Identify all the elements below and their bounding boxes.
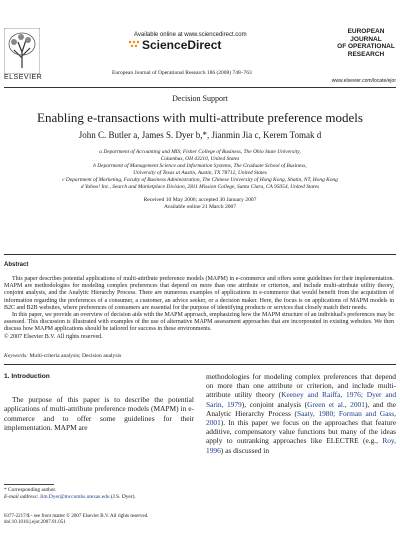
- abstract-paragraph: In this paper, we provide an overview of decision aids with the MAPM approach, emphasizing how the MAPM structure of an individual's preferences may be assessed. This discussion is illustrated with examples of the use of alternative MAPM assessment approaches that are incorporated in existing websites. We then discuss how MAPM applications should be tailored for success in these environments.: [4, 312, 394, 333]
- keywords-text: Multi-criteria analysis; Decision analysis: [29, 353, 122, 359]
- footnote-rule: [4, 484, 54, 485]
- journal-title-line: OF OPERATIONAL: [337, 43, 395, 50]
- author-list: John C. Butler a, James S. Dyer b,*, Jianmin Jia c, Kerem Tomak d: [78, 130, 322, 140]
- body-column-left: [4, 372, 194, 432]
- footnote: [4, 487, 194, 501]
- article-title: Enabling e-transactions with multi-attribute preference models: [37, 110, 363, 125]
- abstract-bottom-rule: [4, 364, 396, 365]
- corresponding-author-note: * Corresponding author.: [4, 487, 57, 493]
- affiliation: Columbus, OH 43210, United States: [160, 156, 240, 162]
- keywords-label: Keywords:: [4, 353, 29, 359]
- email-label: E-mail address:: [4, 494, 39, 500]
- body-text: ), and the Analytic Hierarchy Process (: [206, 399, 396, 418]
- available-date: Available online 21 March 2007: [163, 204, 237, 210]
- body-text: ) as discussed in: [220, 445, 270, 455]
- sciencedirect-dots-icon: [128, 40, 140, 50]
- abstract-heading: Abstract: [4, 262, 29, 268]
- elsevier-tree-logo: [4, 28, 40, 74]
- affiliation: b Department of Management Science and Information Systems, The Graduate School of Business,: [93, 163, 307, 169]
- affiliation: d Yahoo! Inc., Search and Marketplace Division, 2811 Mission College, Santa Clara, CA 95054, United States: [80, 184, 320, 190]
- abstract-body: [4, 276, 394, 341]
- keywords: [4, 353, 121, 359]
- body-text: ). In this paper we focus on the approaches that feature additive, compensatory value functions but many of the ideas apply to outranking approaches like ELECTRE (e.g.,: [206, 418, 396, 446]
- citation-link[interactable]: Keeney and Raiffa, 1976; Dyer and Sarin, 1979: [206, 390, 397, 409]
- issn-line: 0377-2217/$ - see front matter © 2007 Elsevier B.V. All rights reserved.: [4, 514, 149, 519]
- abstract-top-rule: [4, 254, 396, 255]
- journal-url[interactable]: www.elsevier.com/locate/ejor: [331, 78, 396, 84]
- publisher-name: ELSEVIER: [4, 74, 43, 81]
- journal-title-line: RESEARCH: [347, 50, 385, 58]
- body-paragraph: [206, 372, 396, 455]
- citation-link[interactable]: Saaty, 1980; Forman and Gass, 2001: [206, 408, 396, 428]
- journal-title-block: [336, 28, 396, 58]
- affiliation: a Department of Accounting and MIS, Fisher College of Business, The Ohio State University,: [99, 149, 301, 155]
- affiliation: University of Texas at Austin, Austin, TX 78712, United States: [133, 170, 267, 176]
- copyright: © 2007 Elsevier B.V. All rights reserved.: [4, 333, 103, 340]
- body-text: ), conjoint analysis (: [241, 399, 308, 409]
- affiliation: c Department of Marketing, Faculty of Business Administration, The Chinese University of Hong Kong, Shatin, NT, Hong Kong: [62, 177, 338, 183]
- body-paragraph: The purpose of this paper is to describe the potential applications of multi-attribute preference models (MAPM) in e-commerce and to offer some guidelines for their implementation. MAPM are: [4, 395, 194, 432]
- sciencedirect-brand: ScienceDirect: [142, 38, 222, 52]
- available-online-text: Available online at www.sciencedirect.com: [134, 32, 247, 38]
- email-suffix: (J.S. Dyer).: [110, 494, 136, 500]
- doi-line: doi:10.1016/j.ejor.2007.01.051: [4, 520, 66, 526]
- page-footer: [4, 514, 149, 527]
- body-text: methodologies for modeling complex preferences that depend on more than one attribute or criterion, and include multi-attribute utility theory (: [206, 372, 396, 400]
- intro-heading: 1. Introduction: [4, 373, 50, 380]
- section-label: Decision Support: [172, 94, 228, 103]
- journal-header: [4, 28, 396, 84]
- body-column-right: [206, 372, 396, 455]
- citation-link[interactable]: Roy, 1996: [206, 436, 396, 455]
- received-date: Received 10 May 2006; accepted 30 January 2007: [143, 197, 257, 203]
- email-note: [4, 494, 194, 501]
- abstract-paragraph: This paper describes potential applications of multi-attribute preference models (MAPM) in e-commerce and offers some guidelines for their implementation. MAPM are methodologies for modeling complex preferences that depend on more than one attribute or criterion, and include multi-attribute utility theory, conjoint analysis, and the Analytic Hierarchy Process. There are numerous examples of applications in e-commerce that would benefit from the acquisition of information regarding the preferences of a consumer, a customer, an advice seeker, or a decision maker. Here, the focus is on applications of MAPM models in B2C and B2B websites, where preferences of consumers are essential for the purpose of identifying products or services that closely match their needs.: [4, 276, 394, 311]
- email-link[interactable]: Jim.Dyer@mccombs.utexas.edu: [39, 494, 110, 500]
- citation-link[interactable]: Green et al., 2001: [307, 399, 365, 409]
- journal-title-line: EUROPEAN: [347, 28, 385, 35]
- journal-reference: European Journal of Operational Research 186 (2008) 748–763: [112, 70, 252, 76]
- journal-title-line: JOURNAL: [350, 35, 382, 43]
- header-rule: [4, 87, 396, 88]
